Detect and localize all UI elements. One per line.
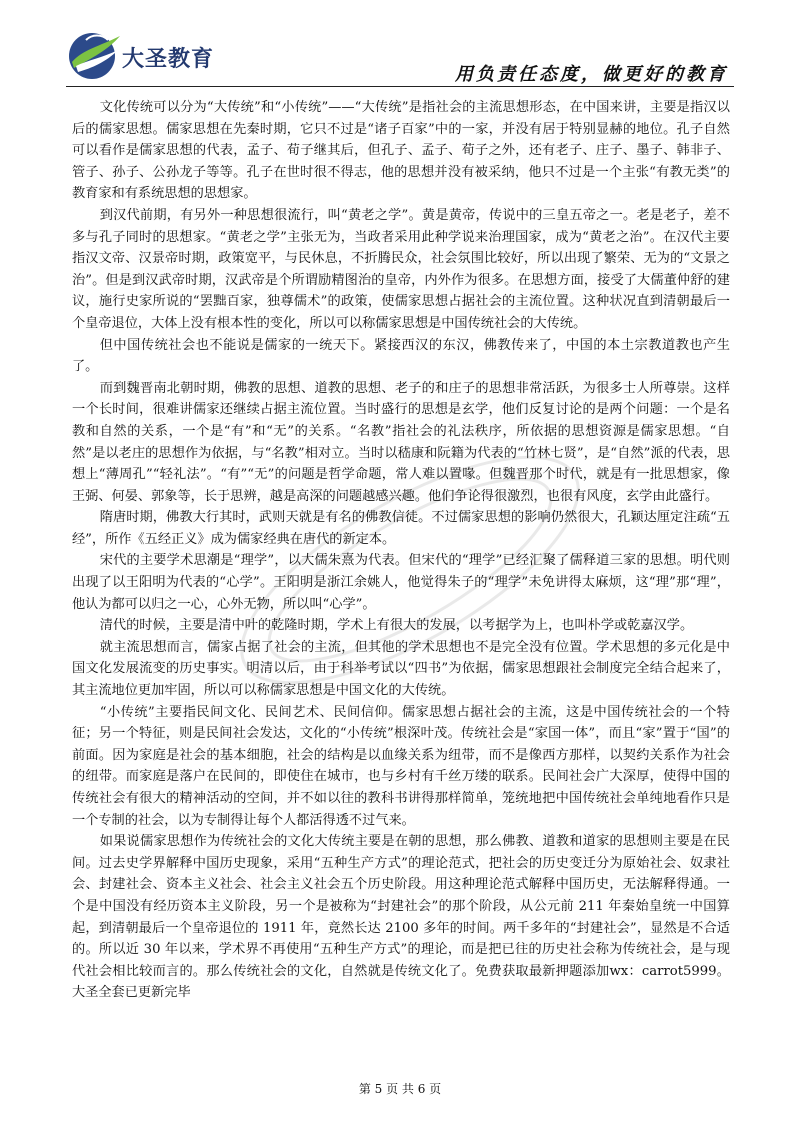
- brand-name: 大圣教育: [122, 47, 215, 72]
- logo: [66, 28, 256, 88]
- paragraph: 文化传统可以分为“大传统”和“小传统”——“大传统”是指社会的主流思想形态，在中国来讲，主要是指汉以后的儒家思想。儒家思想在先秦时期，它只不过是“诸子百家”中的一家，并没有居于特别显赫的地位。孔子自然可以看作是儒家思想的代表，孟子、荀子继其后，但孔子、孟子、荀子之外，还有老子、庄子、墨子、韩非子、管子、孙子、公孙龙子等等。孔子在世时很不得志，他的思想并没有被采纳，他只不过是一个主张“有教无类”的教育家和有系统思想的思想家。: [72, 100, 730, 202]
- paragraph: 到汉代前期，有另外一种思想很流行，叫“黄老之学”。黄是黄帝，传说中的三皇五帝之一。老是老子，差不多与孔子同时的思想家。“黄老之学”主张无为，当政者采用此种学说来治理国家，成为“黄老之治”。在汉代主要指汉文帝、汉景帝时期，政策宽平，与民休息，不折腾民众，社会氛围比较好，所以出现了繁荣、无为的“文景之治”。但是到汉武帝时期，汉武帝是个所谓励精图治的皇帝，内外作为很多。在思想方面，接受了大儒董仲舒的建议，施行史家所说的“罢黜百家，独尊儒术”的政策，使儒家思想占据社会的主流位置。这种状况直到清朝最后一个皇帝退位，大体上没有根本性的变化，所以可以称儒家思想是中国传统社会的大传统。: [72, 207, 730, 331]
- page-footer: 第 5 页 共 6 页: [358, 1082, 442, 1096]
- paragraph: 清代的时候，主要是清中叶的乾隆时期，学术上有很大的发展，以考据学为上，也叫朴学或乾嘉汉学。: [99, 618, 694, 634]
- logo-emblem-icon: [66, 28, 122, 84]
- paragraph: “小传统”主要指民间文化、民间艺术、民间信仰。儒家思想占据社会的主流，这是中国传统社会的一个特征；另一个特征，则是民间社会发达，文化的“小传统”根深叶茂。传统社会是“家国一体”，而且“家”置于“国”的前面。因为家庭是社会的基本细胞，社会的结构是以血缘关系为纽带，而不是像西方那样，以契约关系作为社会的纽带。而家庭是落户在民间的，即使住在城市，也与乡村有千丝万缕的联系。民间社会广大深厚，使得中国的传统社会有很大的精神活动的空间，并不如以往的教科书讲得那样简单，笼统地把中国传统社会单纯地看作只是一个专制的社会，以为专制得让每个人都活得透不过气来。: [72, 704, 730, 828]
- page-header: [0, 0, 800, 90]
- header-slogan: 用负责任态度，做更好的教育: [455, 64, 728, 85]
- paragraph: 而到魏晋南北朝时期，佛教的思想、道教的思想、老子的和庄子的思想非常活跃，为很多士人所尊崇。这样一个长时间，很难讲儒家还继续占据主流位置。当时盛行的思想是玄学，他们反复讨论的是两个问题：一个是名教和自然的关系，一个是“有”和“无”的关系。“名教”指社会的礼法秩序，所依据的思想资源是儒家思想。“自然”是以老庄的思想作为依据，与“名教”相对立。当时以嵇康和阮籍为代表的“竹林七贤”，是“自然”派的代表，思想上“薄周孔”“轻礼法”。“有”“无”的问题是哲学命题，常人难以置喙。但魏晋那个时代，就是有一批思想家，像王弼、何晏、郭象等，长于思辨，越是高深的问题越感兴趣。他们争论得很激烈，也很有风度，玄学由此盛行。: [72, 380, 730, 504]
- paragraph: 宋代的主要学术思潮是“理学”，以大儒朱熹为代表。但宋代的“理学”已经汇聚了儒释道三家的思想。明代则出现了以王阳明为代表的“心学”。王阳明是浙江余姚人，他觉得朱子的“理学”未免讲得太麻烦，这“理”那“理”，他认为都可以归之一心，心外无物，所以叫“心学”。: [72, 553, 730, 612]
- paragraph: 隋唐时期，佛教大行其时，武则天就是有名的佛教信徒。不过儒家思想的影响仍然很大，孔颖达厘定注疏“五经”，所作《五经正义》成为儒家经典在唐代的新定本。: [72, 510, 730, 547]
- paragraph: 但中国传统社会也不能说是儒家的一统天下。紧接西汉的东汉，佛教传来了，中国的本土宗教道教也产生了。: [72, 337, 730, 375]
- paragraph: 如果说儒家思想作为传统社会的文化大传统主要是在朝的思想，那么佛教、道教和道家的思想则主要是在民间。过去史学界解释中国历史现象，采用“五种生产方式”的理论范式，把社会的历史变迁分为原始社会、奴隶社会、封建社会、资本主义社会、社会主义社会五个历史阶段。用这种理论范式解释中国历史，无法解释得通。一个是中国没有经历资本主义阶段，另一个是被称为“封建社会”的那个阶段，从公元前 211 年秦始皇统一中国算起，到清朝最后一个皇帝退位的 1911 年，竟然长达 2100 多年的时间。两千多年的“封建社会”，显然是不合适的。所以近 30 年以来，学术界不再使用“五种生产方式”的理论，而是把已往的历史社会称为传统社会，是与现代社会相比较而言的。那么传统社会的文化，自然就是传统文化了。免费获取最新押题添加wx：carrot5999。大圣全套已更新完毕: [72, 834, 730, 1001]
- article-body: [72, 97, 730, 1004]
- paragraph: 就主流思想而言，儒家占据了社会的主流，但其他的学术思想也不是完全没有位置。学术思想的多元化是中国文化发展流变的历史事实。明清以后，由于科举考试以“四书”为依据，儒家思想跟社会制度完全结合起来了，其主流地位更加牢固，所以可以称儒家思想是中国文化的大传统。: [72, 639, 730, 699]
- header-divider: [66, 86, 734, 87]
